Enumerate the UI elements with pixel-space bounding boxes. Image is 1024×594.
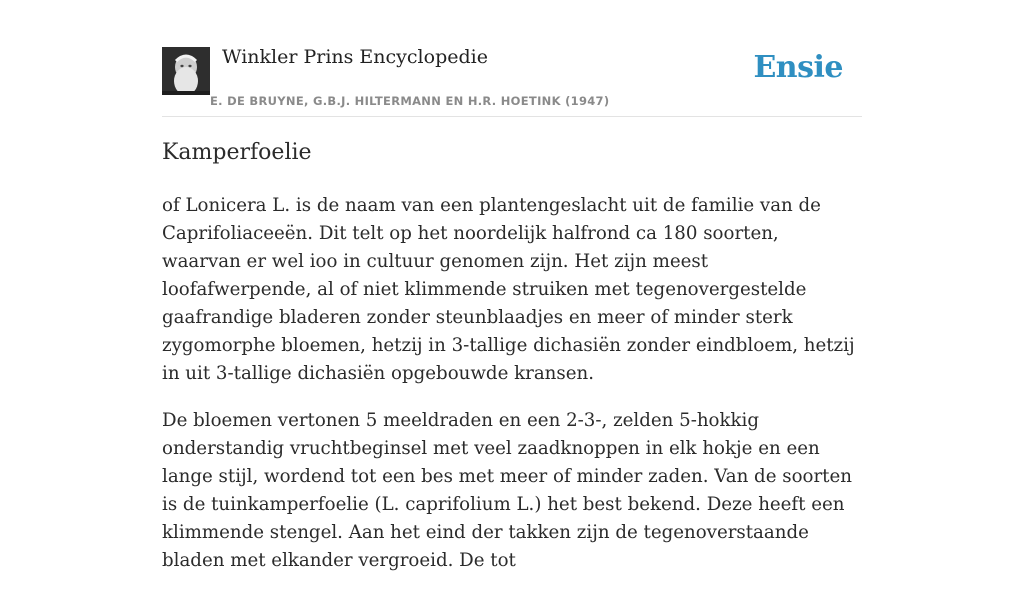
portrait-icon (162, 47, 210, 95)
publication-title[interactable]: Winkler Prins Encyclopedie (222, 46, 488, 68)
page (162, 0, 862, 571)
paragraph: of Lonicera L. is de naam van een plantengeslacht uit de familie van de Caprifoliaceeën. Dit telt op het noordelijk halfrond ca 180 soorten, waarvan er wel ioo in cultuur genomen zijn. Het zijn meest loofafwerpende, al of niet klimmende struiken met tegenovergestelde gaafrandige bladeren zonder steunblaadjes en meer of minder sterk zygomorphe bloemen, hetzij in 3-tallige dichasiën zonder eindbloem, hetzij in uit 3-tallige dichasiën opgebouwde kransen. (162, 195, 855, 384)
article-body (162, 192, 862, 594)
paragraph: De bloemen vertonen 5 meeldraden en een 2-3-, zelden 5-hokkig onderstandig vruchtbeginsel met veel zaadknoppen in elk hokje en een lange stijl, wordend tot een bes met meer of minder zaden. Van de soorten is de tuinkamperfoelie (L. caprifolium L.) het best bekend. Deze heeft een klimmende stengel. Aan het eind der takken zijn de tegenoverstaande bladen met elkander vergroeid. De tot (162, 410, 852, 571)
authors-line: E. DE BRUYNE, G.B.J. HILTERMANN EN H.R. HOETINK (1947) (210, 94, 610, 108)
entry-title: Kamperfoelie (162, 140, 312, 165)
brand-logo-link[interactable]: Ensie (753, 50, 843, 85)
author-avatar[interactable] (162, 47, 210, 95)
header (162, 0, 862, 117)
